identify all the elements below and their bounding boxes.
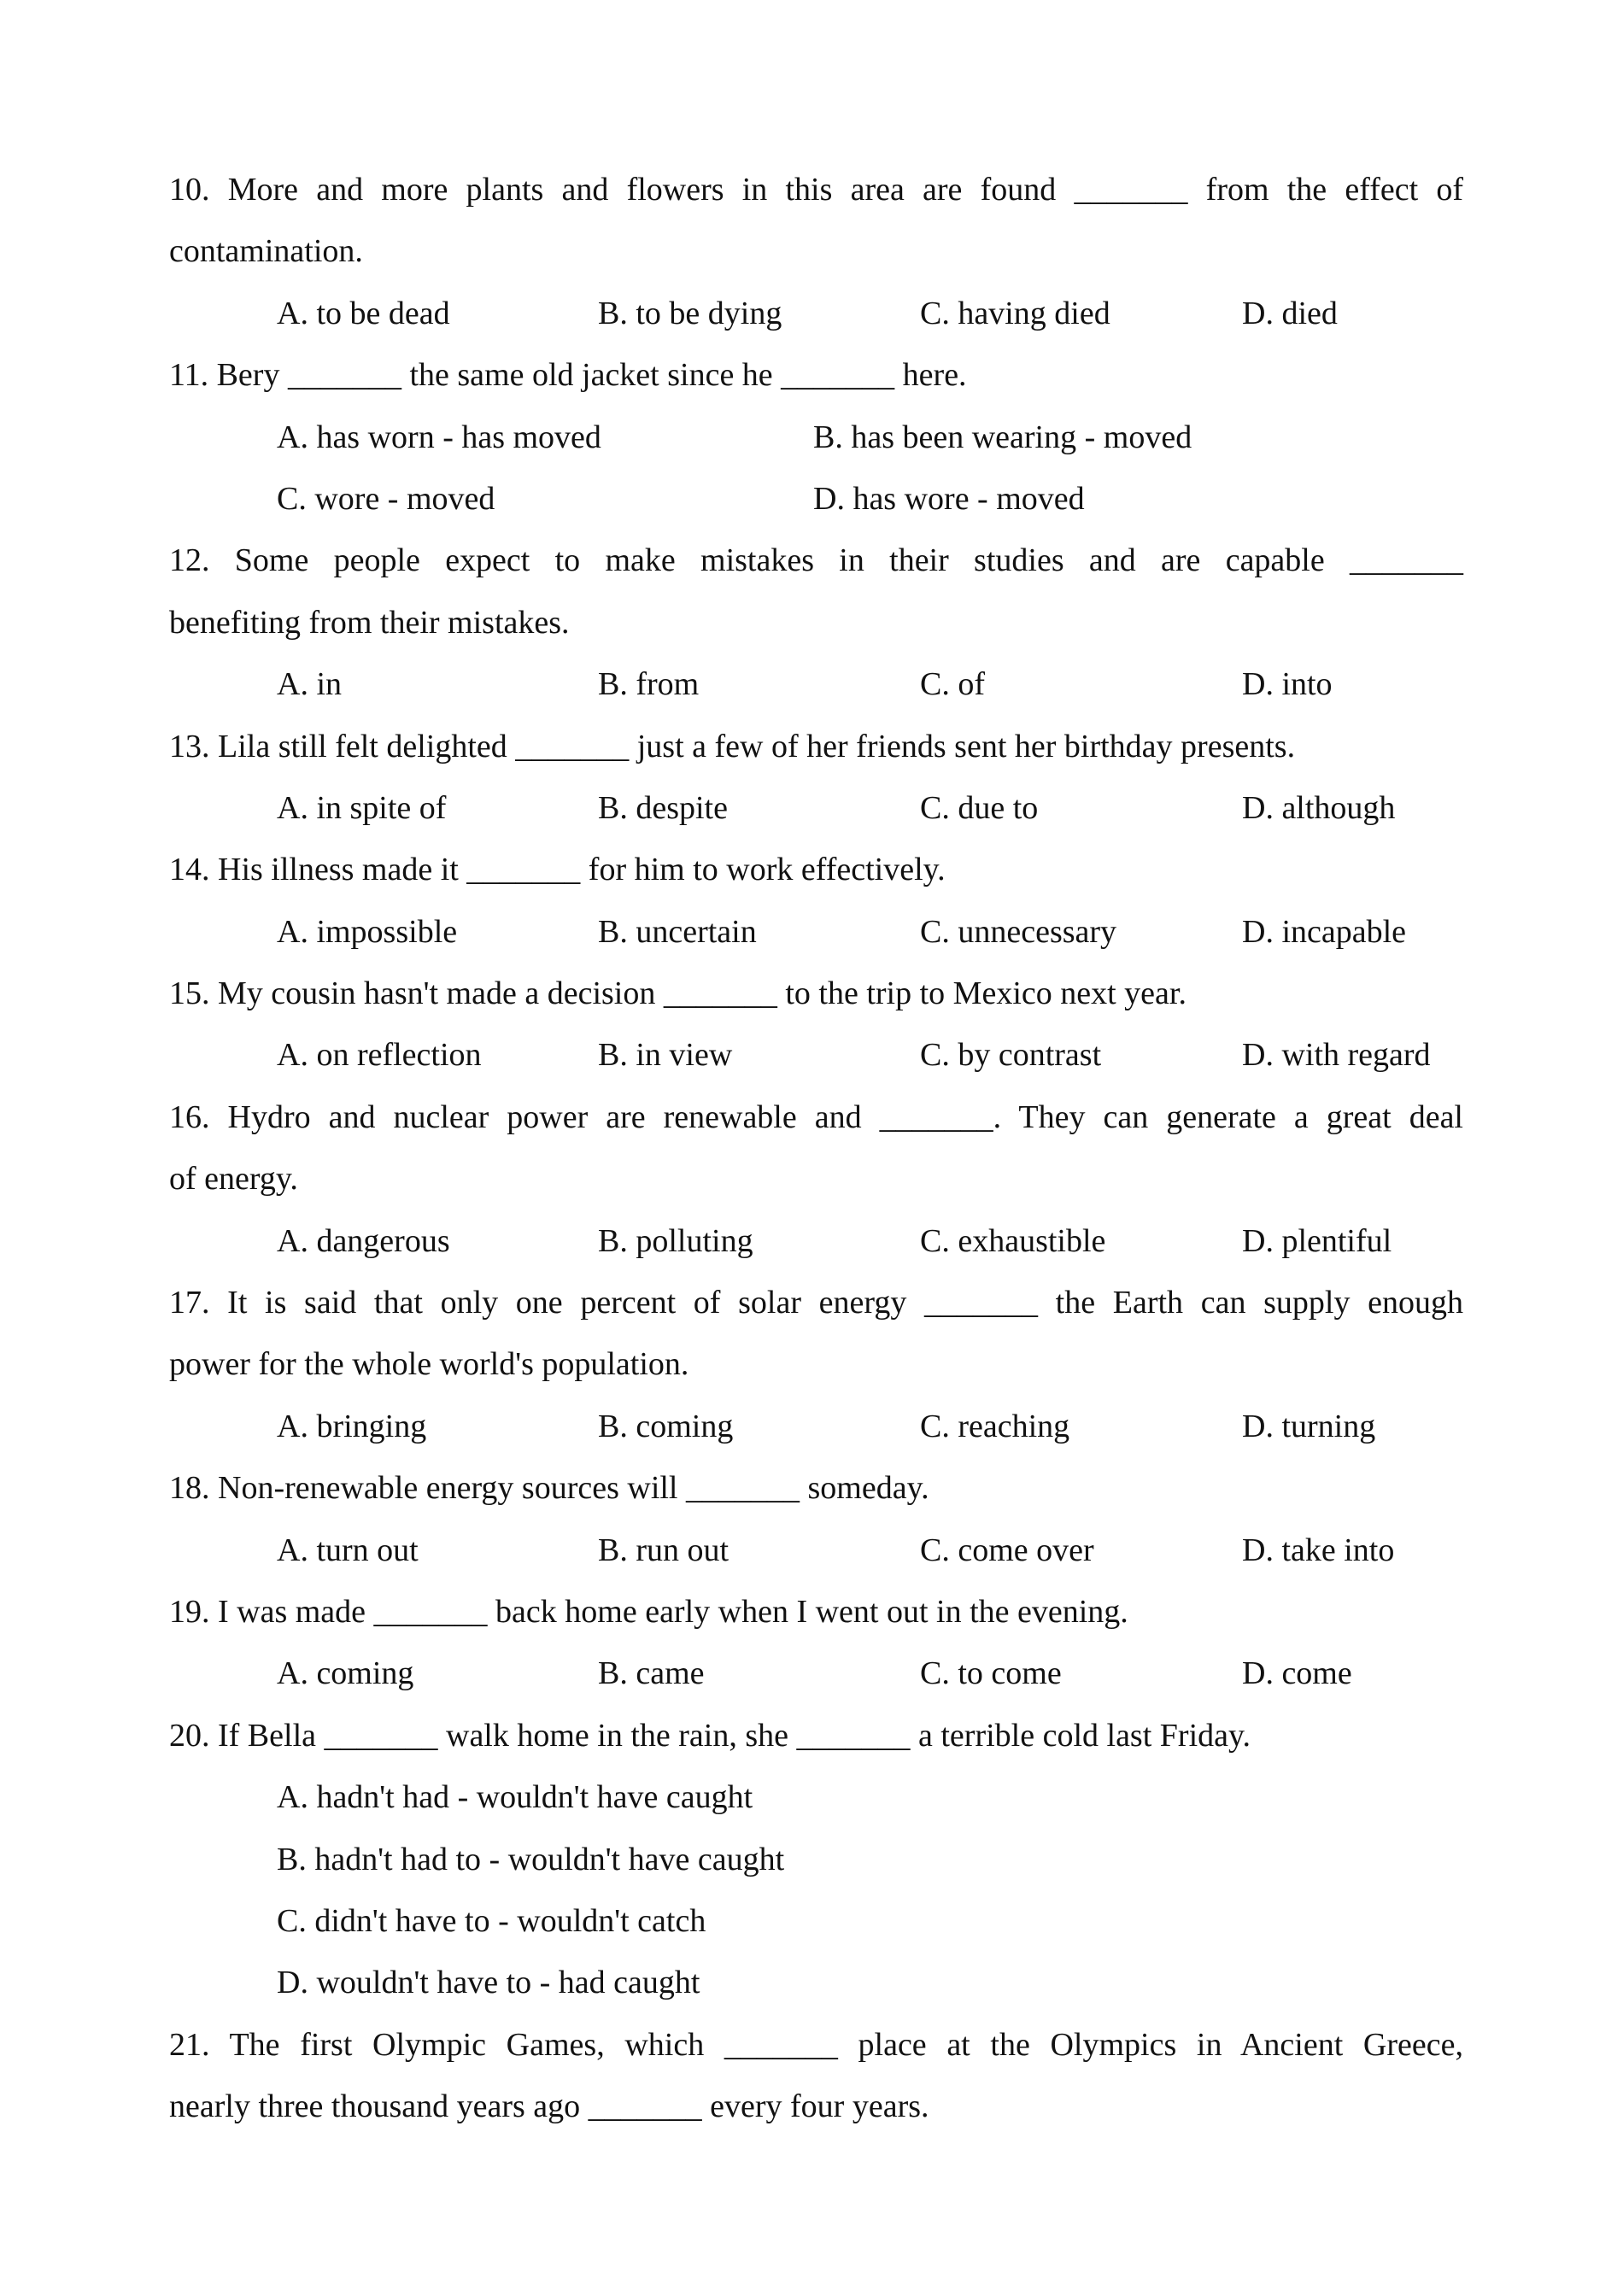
answer-option: B. polluting	[598, 1222, 753, 1259]
answer-option: B. uncertain	[598, 913, 757, 950]
answer-option: C. come over	[920, 1532, 1094, 1568]
answer-option: A. in spite of	[277, 789, 447, 826]
question-block	[169, 1272, 1463, 1457]
answer-option: A. dangerous	[277, 1222, 450, 1259]
question-stem: 13. Lila still felt delighted _______ just a few of her friends sent her birthday presents.	[169, 728, 1296, 764]
answer-option: B. has been wearing - moved	[813, 419, 1192, 455]
options-row	[169, 283, 1463, 344]
question-stem: 11. Bery _______ the same old jacket since he _______ here.	[169, 357, 967, 394]
answer-option: A. hadn't had - wouldn't have caught	[277, 1779, 753, 1816]
question-stem: 10. More and more plants and flowers in this area are found _______ from the effect of	[169, 172, 1463, 208]
question-block	[169, 344, 1463, 530]
question-block	[169, 839, 1463, 963]
answer-option: C. of	[920, 666, 985, 703]
question-stem: 17. It is said that only one percent of solar energy _______ the Earth can supply enough	[169, 1285, 1463, 1321]
options-row	[169, 1024, 1463, 1086]
answer-option: C. exhaustible	[920, 1222, 1106, 1259]
answer-option: C. due to	[920, 789, 1039, 826]
question-stem: 15. My cousin hasn't made a decision _______ to the trip to Mexico next year.	[169, 975, 1186, 1012]
answer-option: A. impossible	[277, 913, 458, 950]
answer-option: D. wouldn't have to - had caught	[277, 1965, 700, 2001]
answer-option: A. on reflection	[277, 1037, 482, 1074]
answer-option: D. plentiful	[1242, 1222, 1392, 1259]
question-stem: 12. Some people expect to make mistakes in their studies and are capable _______	[169, 542, 1463, 579]
question-block	[169, 1581, 1463, 1705]
question-block	[169, 716, 1463, 840]
answer-option: C. unnecessary	[920, 913, 1117, 950]
exam-page	[169, 159, 1463, 2138]
question-stem: 20. If Bella _______ walk home in the rain, she _______ a terrible cold last Friday.	[169, 1717, 1251, 1754]
answer-option: B. to be dying	[598, 295, 782, 331]
options-row	[169, 1643, 1463, 1704]
options-row	[169, 468, 1463, 530]
answer-option: B. despite	[598, 789, 728, 826]
question-stem-continuation: contamination.	[169, 233, 363, 270]
question-block	[169, 1705, 1463, 2014]
answer-option: D. incapable	[1242, 913, 1407, 950]
question-block	[169, 2014, 1463, 2138]
question-stem: 14. His illness made it _______ for him to work effectively.	[169, 852, 946, 888]
options-row	[169, 653, 1463, 715]
answer-option: B. came	[598, 1655, 705, 1692]
question-stem-continuation: benefiting from their mistakes.	[169, 604, 570, 641]
answer-option: D. come	[1242, 1655, 1352, 1692]
options-row	[169, 407, 1463, 468]
options-row	[169, 1210, 1463, 1272]
answer-option: C. reaching	[920, 1408, 1070, 1444]
question-stem-continuation: power for the whole world's population.	[169, 1346, 689, 1383]
question-block	[169, 1457, 1463, 1581]
question-block	[169, 159, 1463, 344]
question-stem: 19. I was made _______ back home early when I went out in the evening.	[169, 1593, 1128, 1630]
answer-option: A. coming	[277, 1655, 414, 1692]
question-block	[169, 530, 1463, 715]
answer-option: D. take into	[1242, 1532, 1395, 1568]
answer-option: A. in	[277, 666, 342, 703]
answer-option: A. turn out	[277, 1532, 419, 1568]
answer-option: C. wore - moved	[277, 480, 495, 517]
answer-option: D. into	[1242, 666, 1333, 703]
answer-option: D. turning	[1242, 1408, 1376, 1444]
answer-option: D. died	[1242, 295, 1338, 331]
answer-option: C. having died	[920, 295, 1110, 331]
question-block	[169, 963, 1463, 1086]
answer-option: B. in view	[598, 1037, 733, 1074]
options-row	[169, 901, 1463, 963]
answer-option: B. coming	[598, 1408, 734, 1444]
answer-option: B. from	[598, 666, 700, 703]
answer-option: D. although	[1242, 789, 1396, 826]
options-row	[169, 1520, 1463, 1581]
answer-option: B. hadn't had to - wouldn't have caught	[277, 1841, 785, 1877]
answer-option: A. to be dead	[277, 295, 450, 331]
question-stem: 16. Hydro and nuclear power are renewable and _______. They can generate a great deal	[169, 1098, 1463, 1135]
answer-option: A. bringing	[277, 1408, 427, 1444]
answer-option: C. to come	[920, 1655, 1062, 1692]
answer-option: A. has worn - has moved	[277, 419, 601, 455]
options-row	[169, 1396, 1463, 1457]
question-block	[169, 1086, 1463, 1272]
answer-option: C. didn't have to - wouldn't catch	[277, 1902, 706, 1939]
answer-option: D. has wore - moved	[813, 480, 1085, 517]
answer-option: B. run out	[598, 1532, 729, 1568]
answer-option: D. with regard	[1242, 1037, 1431, 1074]
question-stem-continuation: nearly three thousand years ago _______ every four years.	[169, 2088, 929, 2125]
answer-option: C. by contrast	[920, 1037, 1102, 1074]
question-stem-continuation: of energy.	[169, 1161, 298, 1198]
question-stem: 21. The first Olympic Games, which _______ place at the Olympics in Ancient Greece,	[169, 2026, 1463, 2063]
question-stem: 18. Non-renewable energy sources will _______ someday.	[169, 1470, 929, 1507]
options-row	[169, 777, 1463, 839]
